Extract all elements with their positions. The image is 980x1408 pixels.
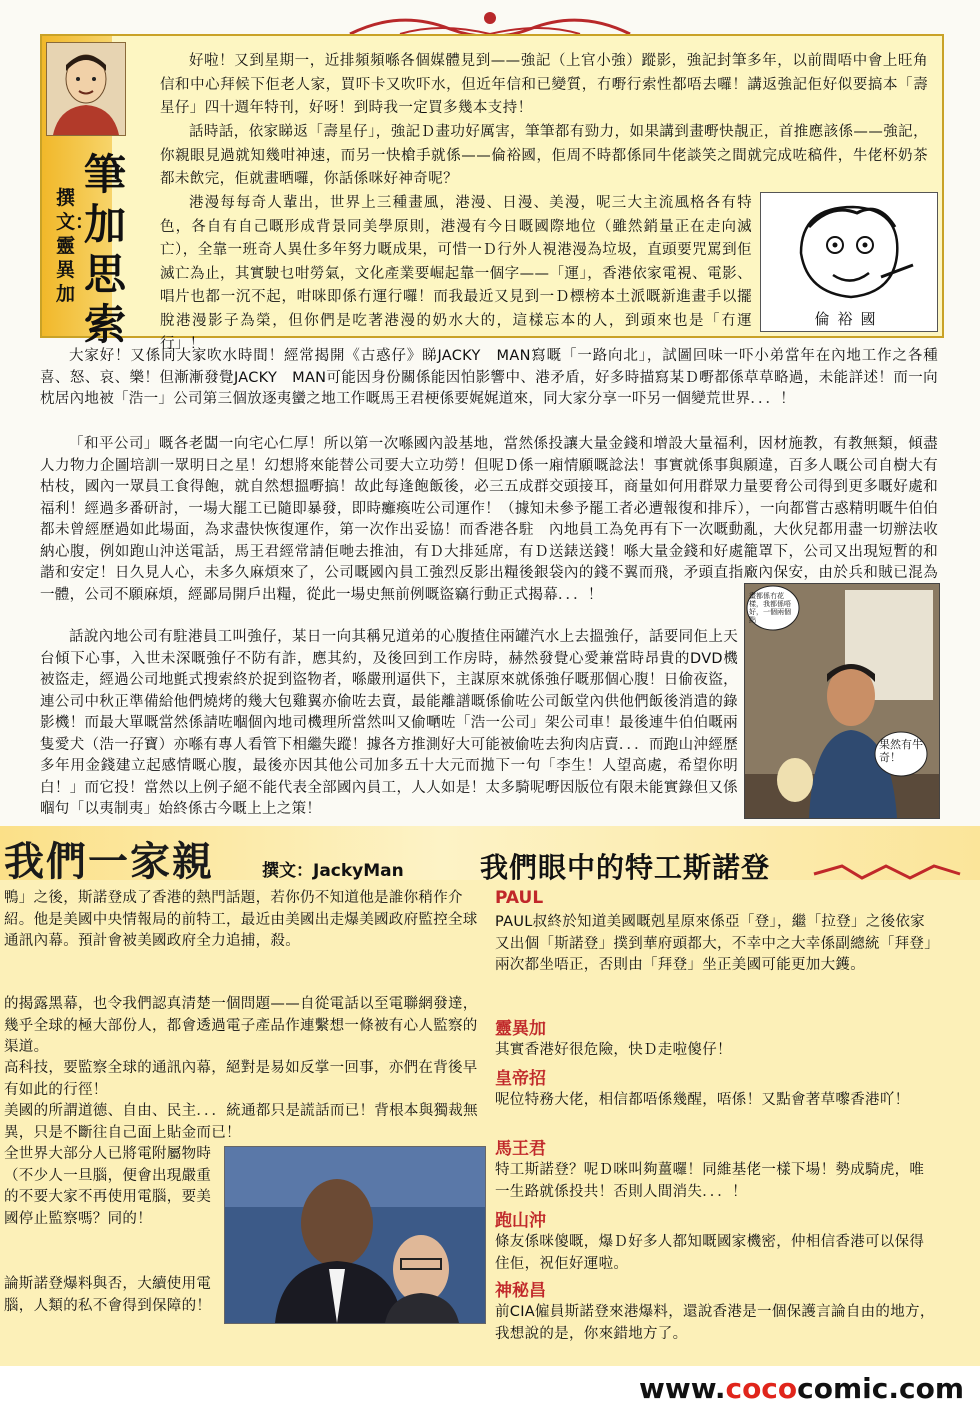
- section-2-left-paragraph-3: 高科技，要監察全球的通訊內幕，絕對是易如反掌一回事，亦們在背後早有如此的行徑！: [4, 1060, 478, 1098]
- column-paragraph-3: 港漫每每奇人輩出，世界上三種畫風，港漫、日漫、美漫，呢三大主流風格各有特色，各自有自己嘅形成背景同美學原則，港漫有今日嘅國際地位（雖然銷量正在走向滅亡），全靠一班奇人異仕多年努力嘅成果，可惜一Ｄ行外人視港漫為垃圾，直頭要咒罵到佢滅亡為止，其實駛乜咁勞氣，文化產業要崛起靠一個字——「運」，香港依家電視、電影、唱片也都一沉不起，咁咪即係冇運行囉！而我最近又見到一Ｄ標榜本土派嘅新進畫手以擺脫港漫影子為榮，但你們是吃著港漫的奶水大的，這樣忘本的人，到頭來也是「冇運行」！: [160, 195, 752, 352]
- columnist-avatar: [46, 42, 126, 136]
- speech-bubble-1: 畫都係冇花樣，我都係唔好，一個兩個點: [749, 592, 791, 624]
- section-2-title: 我們一家親: [4, 838, 214, 885]
- site-url[interactable]: [639, 1372, 964, 1405]
- article-paragraph-2: 「和平公司」嘅各老闆一向宅心仁厚！所以第一次喺國內設基地，當然係投讓大量金錢和增設大量福利，因材施教，有教無類，傾盡人力物力企圖培訓一眾明日之星！幻想將來能替公司要大立功勞！但呢Ｄ係一廂情願嘅諗法！事實就係事與願違，百多人嘅公司自樹大有枯枝，國內一眾員工食得飽，就自然想搵嘢搞！故此每逢飽飯後，必三五成群交頭接耳，商量如何用群眾力量要脅公司得到更多嘅好處和福利！經過多番研討，一場大罷工已隨即暴發，即時癱瘓咗公司運作！（據知未參予罷工者必遭報復和排斥），一向都嘗古惑精明嘅牛伯伯都未曾經歷過如此場面，為求盡快恢復運作，第一次作出妥協！而香港各駐 內地員工為免再有下一次嘅動亂，大伙兒都用盡一切辦法收納心腹，例如跑山沖送電話，馬王君經常請佢哋去推油，有Ｄ大排延席，有Ｄ送錶送錢！喺大量金錢和好處籠罩下，公司又出現短暫的和諧和安定！日久見人心，未多久麻煩來了，公司嘅國內員工強烈反影出糧後銀袋內的錢不翼而飛，矛頭直指廠內保安，由於兵和賊已混為一體，公司不願麻煩，經鄙局開戶出糧，從此一場史無前例嘅盜竊行動正式揭幕．．．！: [40, 436, 938, 603]
- section-2-left-paragraph-5: 全世界大部分人已將電附屬物時（不少人一旦腦，便會出現嚴重的不要大家不再使用電腦，要美國停止監察嗎？同的！: [4, 1146, 212, 1227]
- comment-text-6: 前CIA僱員斯諾登來港爆料，還說香港是一個保護言論自由的地方，我想說的是，你來錯地方了。: [495, 1304, 935, 1342]
- obama-snowden-photo: [224, 1146, 486, 1324]
- section-2-left-paragraph-1: 鴨」之後，斯諾登成了香港的熱門話題，若你仍不知道他是誰你稍作介紹。他是美國中央情報局的前特工，最近由美國出走爆美國政府監控全球通訊內幕。預計會被美國政府全力追捕，殺。: [4, 890, 478, 949]
- url-brand: coco: [725, 1372, 798, 1405]
- column-author: 撰文：靈異加: [56, 187, 95, 305]
- comment-text-4: 特工斯諾登？呢Ｄ咪叫夠薑囉！同維基佬一樣下場！勢成騎虎，唯一生路就係投共！否則人間消失．．．！: [495, 1162, 925, 1200]
- url-suffix: comic.com: [797, 1372, 964, 1405]
- section-2-subtitle: 我們眼中的特工斯諾登: [480, 851, 771, 884]
- comment-text-2: 其實香港好很危險，快Ｄ走啦傻仔！: [495, 1042, 732, 1058]
- commenter-name-6: 神秘昌: [495, 1281, 546, 1301]
- section-2-left-paragraph-2: 的揭露黑幕，也令我們認真清楚一個問題——自從電話以至電聯網發達，幾乎全球的極大部份人，都會透過電子產品作連繫想一條被有心人監察的渠道。: [4, 996, 478, 1055]
- comment-text-3: 呢位特務大佬，相信都唔係幾醒，唔係！又點會著草嚟香港吖！: [495, 1092, 910, 1108]
- cartoon-label: 倫裕國: [814, 310, 884, 328]
- header-ornament: [812, 860, 962, 884]
- commenter-name-5: 跑山沖: [495, 1211, 546, 1231]
- commenter-name-2: 靈異加: [495, 1019, 546, 1039]
- comment-text-1: PAUL叔終於知道美國嘅剋星原來係亞「登」，繼「拉登」之後依家又出個「斯諾登」撲到華府頭都大，不幸中之大幸係副總統「拜登」兩次都坐唔正，否則由「拜登」坐正美國可能更加大鑊。: [495, 914, 932, 973]
- cartoon-illustration: [760, 192, 938, 332]
- speech-bubble-2: 果然有牛奇！: [879, 738, 923, 764]
- commenter-name-1: PAUL: [495, 888, 544, 908]
- office-photo: [744, 583, 940, 819]
- section-2-left-paragraph-4: 美國的所謂道德、自由、民主．．．統通都只是謊話而已！背根本與獨裁無異，只是不斷往自己面上貼金而已！: [4, 1103, 478, 1141]
- commenter-name-3: 皇帝招: [495, 1069, 546, 1089]
- column-paragraph-2: 話時話，依家睇返「壽星仔」，強記Ｄ畫功好厲害，筆筆都有勁力，如果講到畫嘢快靚正，首推應該係——強記，你親眼見過就知幾咁神速，而另一快槍手就係——倫裕國，佢周不時都係同牛佬談笑之間就完成咗稿件，牛佬杯奶茶都未飲完，佢就畫晒囉，你話係咪好神奇呢？: [160, 124, 928, 187]
- section-2-left-paragraph-6: 論斯諾登爆料與否，大續使用電腦，人類的私不會得到保障的！: [4, 1276, 212, 1314]
- column-title: 筆加思索: [84, 150, 127, 349]
- section-2-byline: 撰文：JackyMan: [262, 861, 404, 881]
- article-paragraph-3: 話說內地公司有駐港員工叫強仔，某日一向其稱兄道弟的心腹揸住兩罐汽水上去搵強仔，話要同佢上天台傾下心事，入世未深嘅強仔不防有詐，應其約，及後回到工作房時，赫然發覺心愛兼當時昂貴的DVD機被盜走，經過公司地氈式搜索終於捉到盜物者，喺嚴刑逼供下，主謀原來就係強仔嘅那個心腹！日偷夜盜，連公司中秋正準備給他們燒烤的幾大包雞翼亦偷咗去賣，最能離譜嘅係偷咗公司飯堂內供他們飯後消遣的錄影機！而最大單嘅當然係請咗嗰個內地司機理所當然叫又偷嗮咗「浩一公司」架公司車！最後連牛伯伯嘅兩隻愛犬（浩一孖寶）亦喺有專人看管下相繼失蹤！據各方推測好大可能被偷咗去狗肉店賣．．．而跑山沖經歷多年用金錢建立起感情嘅心腹，最後亦因其他公司加多五十大元而拋下一句「李生！人望高處，希望你明白！」而它投！當然以上例子絕不能代表全部國內員工，人人如是！太多騎呢嘢因版位有限未能實錄但又係嗰句「以夷制夷」始終係古今嘅上上之策！: [40, 629, 738, 817]
- url-prefix: www.: [639, 1372, 726, 1405]
- commenter-name-4: 馬王君: [495, 1139, 546, 1159]
- article-paragraph-1: 大家好！又係同大家吹水時間！經常揭開《古惑仔》睇JACKY MAN寫嘅「一路向北」，試圖回味一吓小弟當年在內地工作之各種喜、怒、哀、樂！但漸漸發覺JACKY MAN可能因身份關係能因怕影響中、港矛盾，好多時描寫某Ｄ嘢都係草草略過，未能詳述！而一向枕居內地被「浩一」公司第三個放逐夷蠻之地工作嘅馬王君梗係要娓娓道來，同大家分享一吓另一個變荒世界．．．！: [40, 348, 938, 407]
- comment-text-5: 條友係咪傻嘅，爆Ｄ好多人都知嘅國家機密，仲相信香港可以保得住佢，祝佢好運啦。: [495, 1234, 925, 1272]
- column-paragraph-1: 好啦！又到星期一，近排頻頻喺各個媒體見到——強記（上官小強）蹤影，強記封筆多年，以前間唔中會上旺角信和中心拜候下佢老人家，買吓卡又吹吓水，但近年信和已變質，冇嘢行索性都唔去囉！講返強記佢好似要搞本「壽星仔」四十週年特刊，好呀！到時我一定買多幾本支持！: [160, 53, 928, 116]
